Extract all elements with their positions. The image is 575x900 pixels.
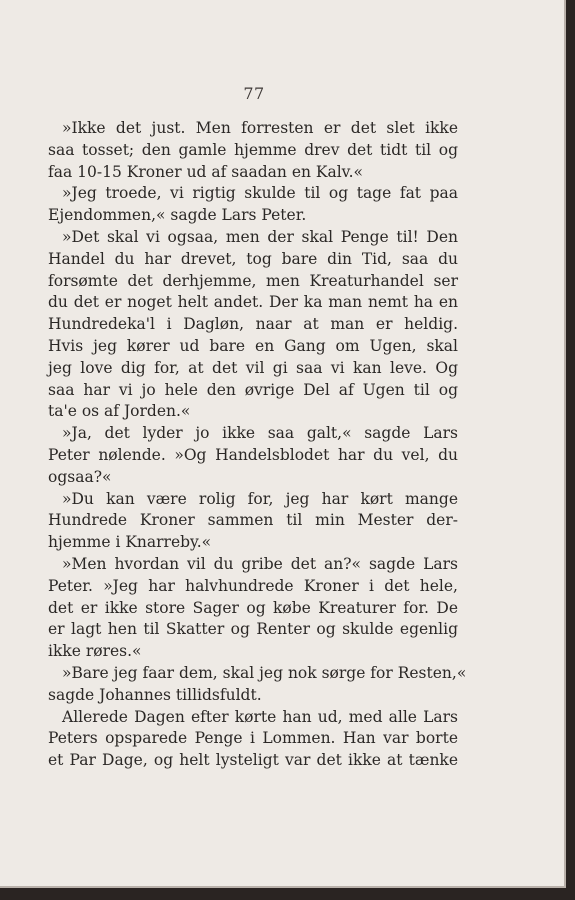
text-line: saa tosset; den gamle hjemme drev det tidt til og: [48, 140, 458, 159]
text-line: Allerede Dagen efter kørte han ud, med alle Lars: [62, 707, 458, 726]
text-line: »Du kan være rolig for, jeg har kørt mange: [62, 489, 458, 508]
text-line: hjemme i Knarreby.«: [48, 533, 212, 552]
text-line: ta'e os af Jorden.«: [48, 402, 191, 421]
text-line: jeg love dig for, at det vil gi saa vi kan leve. Og: [48, 358, 458, 377]
text-line: Hundrede Kroner sammen til min Mester der-: [48, 511, 458, 530]
text-line: ogsaa?«: [48, 467, 112, 486]
text-line: Hundredeka'l i Dagløn, naar at man er heldig.: [48, 315, 458, 334]
text-line: Peter nølende. »Og Handelsblodet har du vel, du: [48, 445, 458, 464]
text-line: »Ja, det lyder jo ikke saa galt,« sagde Lars: [62, 424, 458, 443]
text-line: Handel du har drevet, tog bare din Tid, saa du: [48, 249, 458, 268]
text-line: et Par Dage, og helt lysteligt var det ikke at tænke: [48, 751, 458, 770]
page-number: 77: [243, 84, 265, 103]
text-line: »Jeg troede, vi rigtig skulde til og tage fat paa: [62, 184, 458, 203]
text-line: »Det skal vi ogsaa, men der skal Penge til! Den: [62, 227, 458, 246]
text-line: faa 10-15 Kroner ud af saadan en Kalv.«: [48, 162, 364, 181]
text-line: ikke røres.«: [48, 642, 142, 661]
text-line: er lagt hen til Skatter og Renter og skulde egenlig: [48, 620, 458, 639]
text-line: du det er noget helt andet. Der ka man nemt ha en: [48, 293, 458, 312]
text-line: Hvis jeg kører ud bare en Gang om Ugen, skal: [48, 336, 458, 355]
text-line: Peter. »Jeg har halvhundrede Kroner i det hele,: [48, 576, 458, 595]
text-line: »Ikke det just. Men forresten er det slet ikke: [62, 119, 458, 137]
text-line: Ejendommen,« sagde Lars Peter.: [48, 206, 307, 225]
text-line: »Men hvordan vil du gribe det an?« sagde Lars: [62, 554, 458, 573]
text-line: saa har vi jo hele den øvrige Del af Ugen til og: [48, 380, 458, 399]
body-text: [48, 118, 467, 772]
text-line: forsømte det derhjemme, men Kreaturhandel ser: [48, 271, 458, 290]
text-line: det er ikke store Sager og købe Kreaturer for. De: [48, 598, 458, 617]
text-line: sagde Johannes tillidsfuldt.: [48, 685, 262, 704]
text-line: »Bare jeg faar dem, skal jeg nok sørge for Resten,«: [62, 663, 467, 682]
text-line: Peters opsparede Penge i Lommen. Han var borte: [48, 729, 458, 748]
